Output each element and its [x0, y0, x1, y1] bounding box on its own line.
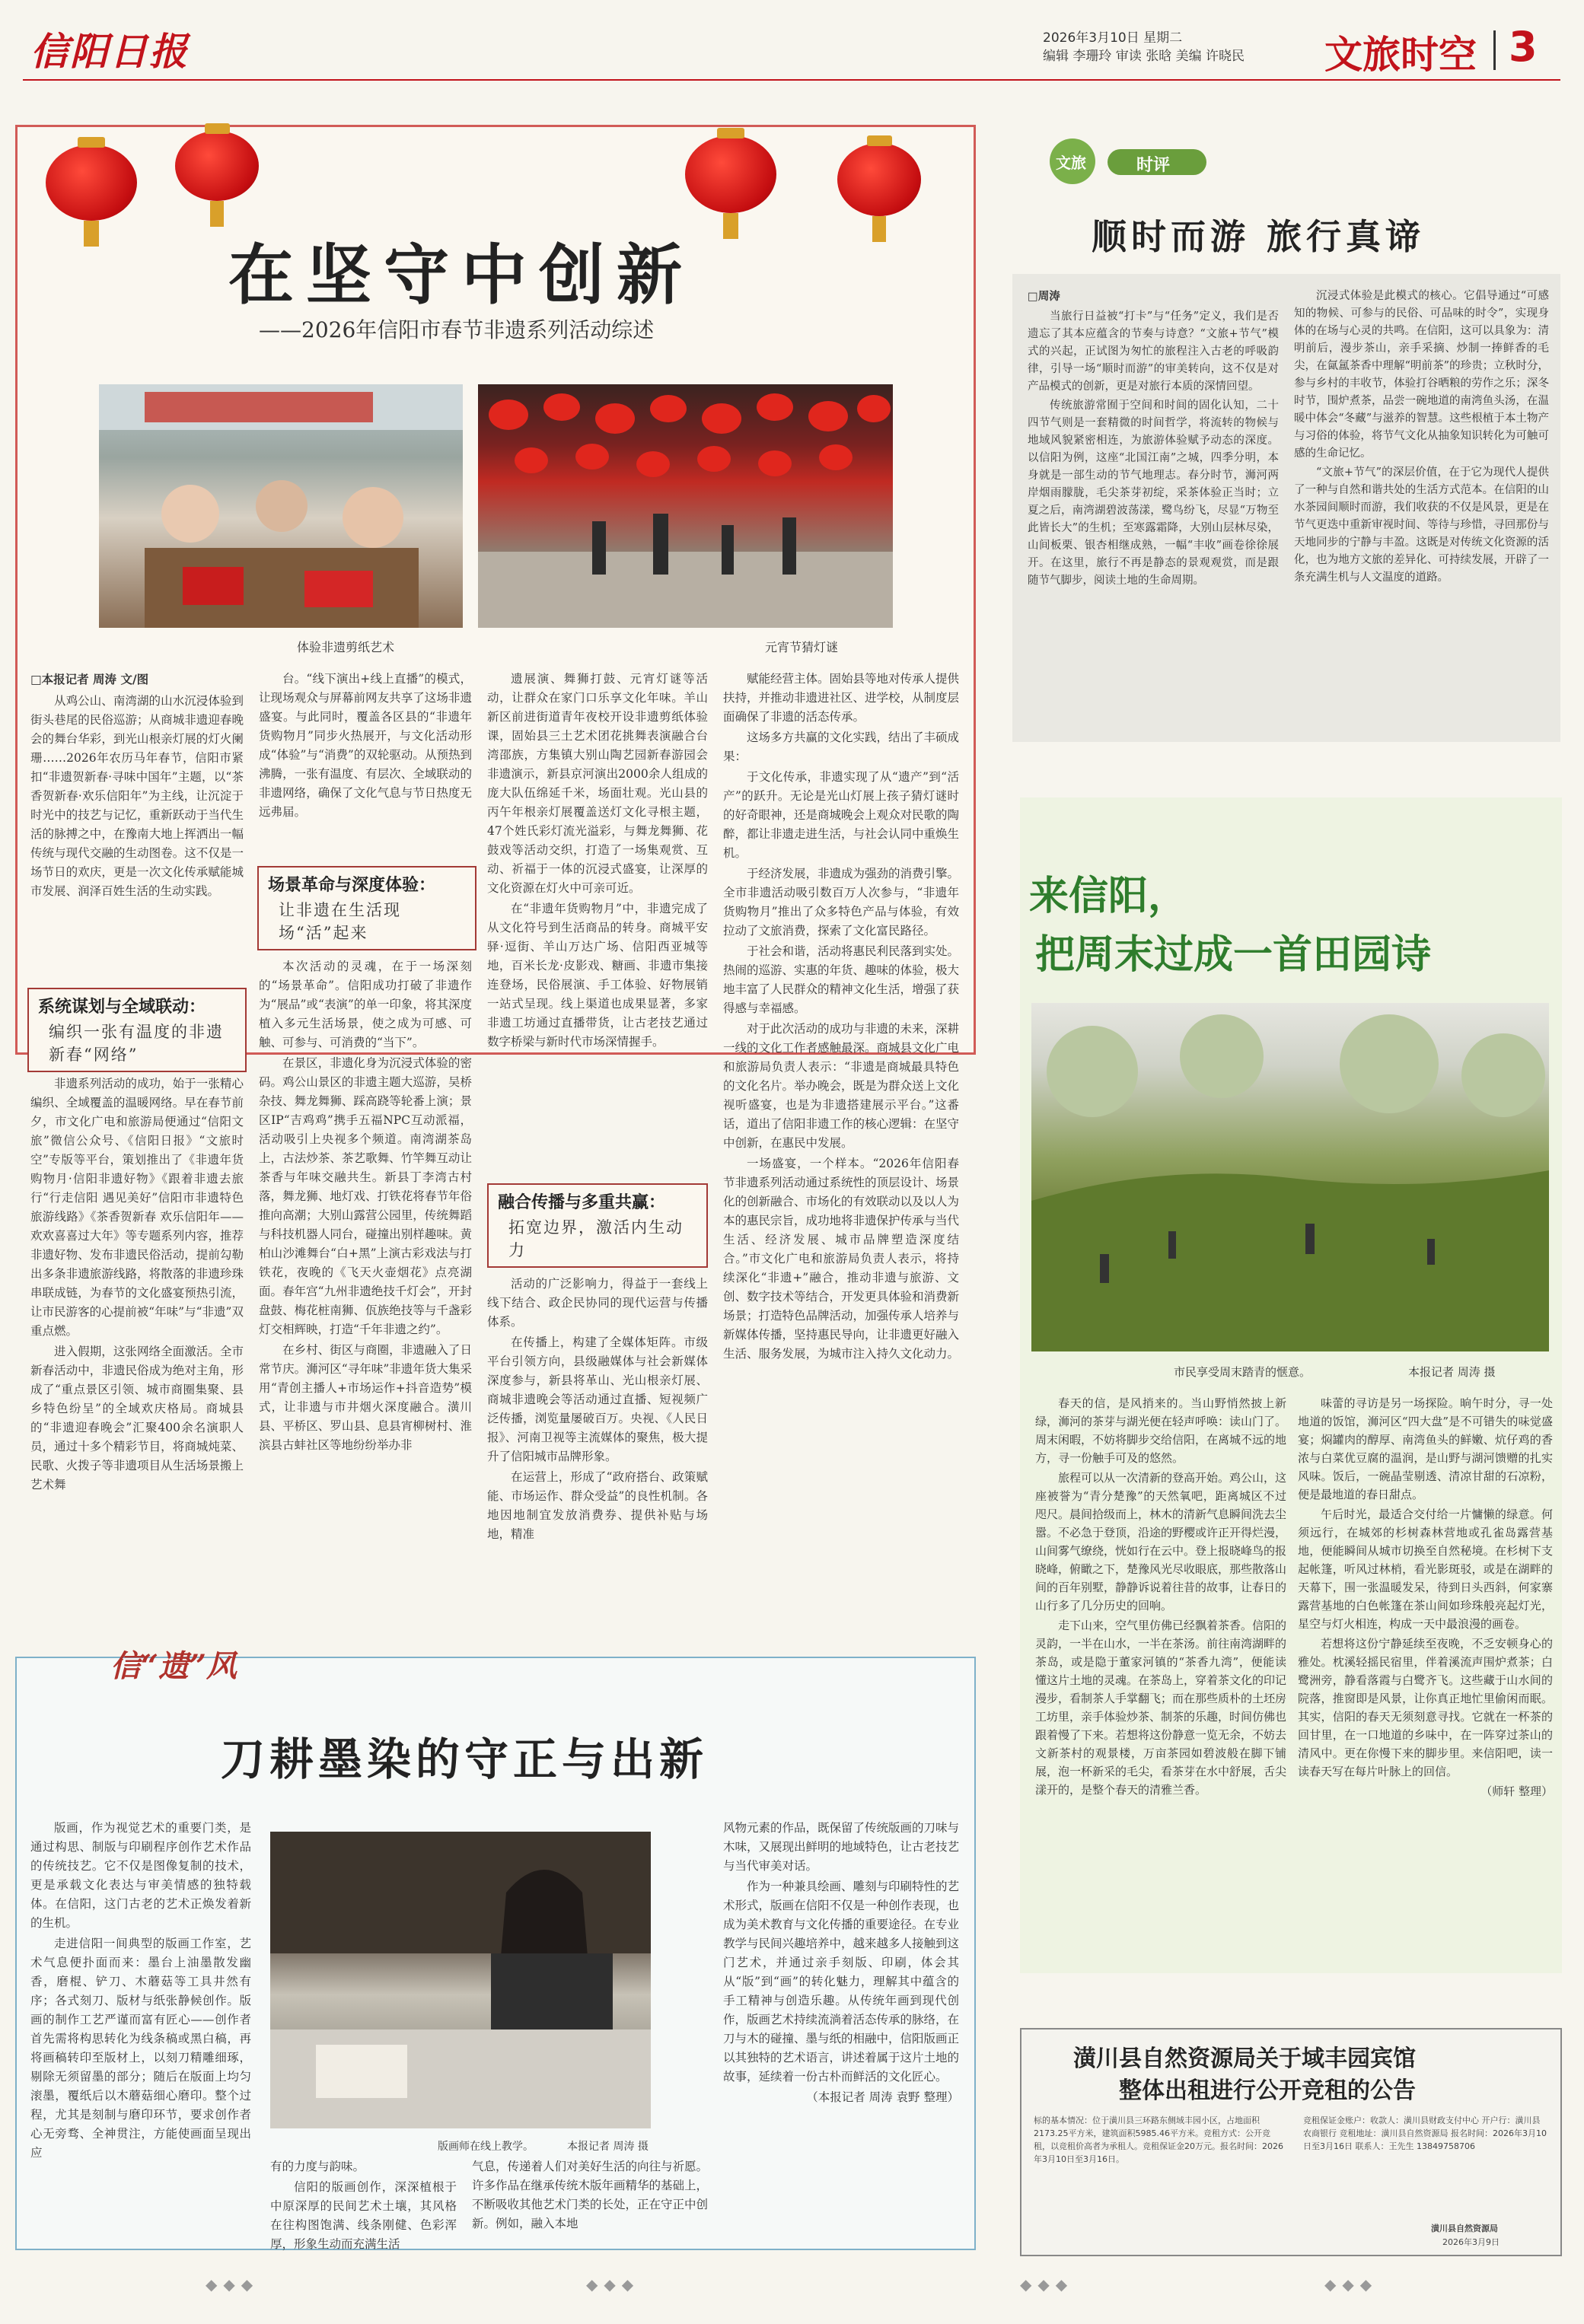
printmaking-studio-illustration	[270, 1832, 651, 2128]
photo1-caption: 体验非遗剪纸艺术	[297, 640, 395, 654]
paragraph: 赋能经营主体。固始县等地对传承人提供扶持，并推动非遗进社区、进学校，从制度层面确保了非遗的活态传承。	[723, 672, 960, 724]
paragraph: 非遗系列活动的成功，始于一张精心编织、全域覆盖的温暖网络。早在春节前夕，市文化广电和旅游局便通过“信阳文旅”微信公众号、《信阳日报》“文旅时空”专版等平台，策划推出了《非遗年货购物月·信阳非遗好物》《跟着非遗去旅行“行走信阳 遇见美好”信阳市非遗特色旅游线路》《茶香贺新春 欢乐信阳年——欢欢喜喜过大年》等专题系列内容，推荐非遗好物、发布非遗民俗活动，提前勾勒出多条非遗旅游线路，将散落的非遗珍珠串联成链，为春节的文化盛宴预热引流，让市民游客的心提前被“年味”与“非遗”双重点燃。	[30, 1077, 244, 1338]
lead-title: 在坚守中创新	[228, 237, 694, 314]
paragraph: 沉浸式体验是此模式的核心。它倡导通过“可感知的物候、可参与的民俗、可品味的时令”，实现身体的在场与心灵的共鸣。在信阳，这可以具象为：清明前后，漫步茶山，亲手采摘、炒制一捧鲜香的毛尖，在氤氲茶香中理解“明前茶”的珍贵；立秋时分，参与乡村的丰收节，体验打谷晒粮的劳作之乐；深冬时节，围炉煮茶，品尝一碗地道的南湾鱼头汤，在温暖中体会“冬藏”与滋养的智慧。这些根植于本土物产与习俗的体验，将节气文化从抽象知识转化为可触可感的生命记忆。	[1294, 290, 1549, 460]
travel-signoff: （师轩 整理）	[1480, 1784, 1553, 1798]
photo-papercut	[99, 384, 463, 628]
paragraph: 在传播上，构建了全媒体矩阵。市级平台引领方向，县级融媒体与社会新媒体深度参与，新县将革山、光山根亲灯展、商城非遗晚会等活动通过直播、短视频广泛传播，浏览量屡破百万。央视、《人民日报》、河南卫视等主流媒体的聚焦，极大提升了信阳城市品牌形象。	[487, 1336, 708, 1463]
masthead-rule	[23, 79, 1560, 81]
travel-photo-credit: 本报记者 周涛 摄	[1408, 1365, 1496, 1379]
subhead-3	[487, 1183, 708, 1268]
lantern-icon	[837, 143, 921, 216]
section-divider	[1493, 30, 1496, 70]
commentary-right-col	[1294, 288, 1549, 588]
paragraph: 走下山来，空气里仿佛已经飘着茶香。信阳的灵韵，一半在山水，一半在茶汤。前往南湾湖畔的茶岛，或是隐于董家河镇的“茶香九湾”，便能读懂这片土地的灵魂。在茶岛上，穿着茶文化的印记漫步，看制茶人手掌翻飞；而在那些质朴的土坯房工坊里，亲手体验炒茶、制茶的乐趣，时间仿佛也跟着慢了下来。若想将这份静意一览无余，不妨去文新茶村的观景楼，万亩茶园如碧波般在脚下铺展，泡一杯新采的毛尖，看茶芽在水中舒展，舌尖漾开的，是整个春天的清雅兰香。	[1035, 1619, 1287, 1797]
footer-ornament: ◆◆◆	[1020, 2275, 1074, 2294]
subhead-3-title: 融合传播与多重共赢：	[498, 1193, 666, 1212]
paragraph: 这场多方共赢的文化实践，结出了丰硕成果：	[723, 731, 960, 763]
paragraph: 在景区，非遗化身为沉浸式体验的密码。鸡公山景区的非遗主题大巡游，吴桥杂技、舞龙舞狮、踩高跷等轮番上演；景区IP“吉鸡鸡”携手五福NPC互动派福，活动吸引上央视多个频道。南湾湖茶岛上，古法炒茶、茶艺歌舞、竹竿舞互动让茶香与年味交融共生。新县丁李湾古村落，舞龙狮、地灯戏、打铁花将春节年俗推向高潮；大别山露营公园里，传统舞蹈与科技机器人同台，碰撞出别样趣味。黄柏山沙滩舞台“白+黑”上演古彩戏法与打铁花，夜晚的《飞天火壶烟花》点亮湖面。春年宫“九州非遗绝技千灯会”，开封盘鼓、梅花桩南狮、佤族绝技等与千盏彩灯交相辉映，打造“千年非遗之约”。	[259, 1056, 472, 1336]
notice-left-text: 标的基本情况：位于潢川县三环路东侧域丰园小区，占地面积2173.25平方米，建筑面积5985.46平方米。竞租方式：公开竞租，以竞租价高者为承租人。竞租保证金20万元。报名时间：2026年3月10日至3月16日。	[1034, 2115, 1283, 2164]
lead-col2b	[259, 957, 472, 1456]
paragraph: 作为一种兼具绘画、雕刻与印刷特性的艺术形式，版画在信阳不仅是一种创作表现，也成为美术教育与文化传播的重要途径。在专业教学与民间兴趣培养中，越来越多人接触到这门艺术，并通过亲手刻版、印刷，体会其从“版”到“画”的转化魅力，理解其中蕴含的手工精神与创造乐趣。从传统年画到现代创作，版画艺术持续流淌着活态传承的脉络，在刀与木的碰撞、墨与纸的相融中，信阳版画正以其独特的艺术语言，讲述着属于这片土地的故事，延续着一份古朴而鲜活的文化匠心。	[723, 1880, 960, 2084]
notice-org: 潢川县自然资源局	[1431, 2224, 1498, 2233]
travel-right-col	[1298, 1394, 1553, 1800]
lantern-icon	[685, 135, 776, 213]
section-title: 文旅时空	[1324, 33, 1477, 77]
heritage-col4	[723, 1819, 959, 2107]
paragraph: 在“非遗年货购物月”中，非遗完成了从文化符号到生活商品的转身。商城平安驿·逗街、羊山万达广场、信阳西亚城等地，百米长龙·皮影戏、糖画、非遗市集接连登场，民俗展演、手工体验、好物展销一站式呈现。线上渠道也成果显著，多家非遗工坊通过直播带货，让古老技艺通过数字桥梁与新时代市场深情握手。	[487, 902, 708, 1049]
photo2-caption: 元宵节猜灯谜	[765, 640, 839, 654]
subhead-1-text: 编织一张有温度的非遗新春“网络”	[49, 1023, 224, 1064]
commentary-logo-tag: 时评	[1136, 156, 1171, 175]
lead-col1	[30, 692, 244, 901]
commentary-left-col	[1028, 288, 1279, 591]
paragraph: 于社会和谐，活动将惠民利民落到实处。热闹的巡游、实惠的年货、趣味的体验，极大地丰富了人民群众的精神文化生活，增强了获得感与幸福感。	[723, 944, 960, 1015]
paragraph: 当旅行日益被“打卡”与“任务”定义，我们是否遗忘了其本应蕴含的节奏与诗意？“文旅+节气”模式的兴起，正试图为匆忙的旅程注入古老的呼吸韵律，引导一场“顺时而游”的审美转向，这不仅是对产品模式的创新，更是对旅行本质的深情回望。	[1028, 310, 1279, 393]
paragraph: 台。“线下演出+线上直播”的模式，让现场观众与屏幕前网友共享了这场非遗盛宴。与此同时，覆盖各区县的“非遗年货购物月”同步火热展开，与文化活动形成“体验”与“消费”的双轮驱动。从预热到沸腾，一张有温度、有层次、全域联动的非遗网络，确保了文化气息与节日热度无远弗届。	[259, 672, 472, 819]
commentary-byline: □周涛	[1028, 290, 1060, 303]
paragraph: 在运营上，形成了“政府搭台、政策赋能、市场运作、群众受益”的良性机制。各地因地制宜发放消费券、提供补贴与场地，精准	[487, 1470, 708, 1541]
paragraph: 午后时光，最适合交付给一片慵懒的绿意。何须远行，在城郊的杉树森林营地或孔雀岛露营基地，便能瞬间从城市切换至自然秘境。在杉树下支起帐篷，听风过林梢，看光影斑驳，或是在湖畔的天幕下，围一张温暖发呆，待到日头西斜，何家寨露营基地的白色帐篷在茶山间如珍珠般亮起灯光，星空与灯火相连，构成一天中最浪漫的画卷。	[1298, 1507, 1553, 1631]
notice-date: 2026年3月9日	[1442, 2237, 1500, 2247]
notice-title-line1: 潢川县自然资源局关于域丰园宾馆	[1073, 2045, 1416, 2072]
lead-col2	[259, 670, 472, 823]
lead-subtitle: ——2026年信阳市春节非遗系列活动综述	[259, 317, 655, 342]
heritage-title: 刀耕墨染的守正与出新	[221, 1733, 709, 1785]
page-info	[1043, 29, 1245, 65]
commentary-logo-main: 文旅	[1056, 154, 1086, 172]
date-line: 2026年3月10日 星期二	[1043, 30, 1183, 46]
photo-lantern-riddles	[478, 384, 893, 628]
lead-byline: □本报记者 周涛 文/图	[30, 672, 149, 686]
paragraph: 版画，作为视觉艺术的重要门类，是通过构思、制版与印刷程序创作艺术作品的传统技艺。它不仅是图像复制的技术，更是承载文化表达与审美情感的独特载体。在信阳，这门古老的艺术正焕发着新的生机。	[30, 1821, 251, 1930]
paragraph: 气息，传递着人们对美好生活的向往与祈愿。许多作品在继承传统木版年画精华的基础上，不断吸收其他艺术门类的长处，正在守正中创新。例如，融入本地	[472, 2160, 709, 2230]
paragraph: 活动的广泛影响力，得益于一套线上线下结合、政企民协同的现代运营与传播体系。	[487, 1277, 708, 1329]
travel-photo-caption: 市民享受周末踏青的惬意。	[1174, 1365, 1312, 1379]
paragraph: 风物元素的作品，既保留了传统版画的刀味与木味，又展现出鲜明的地域特色，让古老技艺与当代审美对话。	[723, 1821, 960, 1873]
paragraph: 走进信阳一间典型的版画工作室，艺术气息便扑面而来：墨台上油墨散发幽香，磨棍、铲刀、木蘑菇等工具井然有序；各式刻刀、版材与纸张静候创作。版画的制作工艺严谨而富有匠心——创作者首先需将构思转化为线条稿或黑白稿，再将画稿转印至版材上，以刻刀精雕细琢，剔除无须留墨的部分；随后在版面上均匀滚墨，覆纸后以木蘑菇细心磨印。整个过程，尤其是刻制与磨印环节，要求创作者心无旁骛、全神贯注，方能使画面呈现出应	[30, 1937, 251, 2160]
subhead-1-title: 系统谋划与全域联动：	[38, 998, 206, 1017]
commentary-logo	[1047, 135, 1214, 187]
paragraph: 本次活动的灵魂，在于一场深刻的“场景革命”。信阳成功打破了非遗作为“展品”或“表演”的单一印象，将其深度植入多元生活场景，使之成为可感、可触、可参与、可消费的“当下”。	[259, 960, 472, 1049]
heritage-photo-caption: 版画师在线上教学。	[438, 2141, 534, 2153]
lantern-icon	[175, 131, 259, 201]
park-scene-illustration	[1031, 1003, 1549, 1351]
heritage-col3	[472, 2157, 708, 2235]
papercut-scene-illustration	[99, 384, 463, 628]
paragraph: 春天的信，是风捎来的。当山野悄然披上新绿，浉河的茶芽与湖光便在轻声呼唤：读山门了。周末闲暇，不妨将脚步交给信阳，在离城不远的地方，寻一份触手可及的悠然。	[1035, 1396, 1287, 1465]
paragraph: 遗展演、舞狮打鼓、元宵灯谜等活动，让群众在家门口乐享文化年味。羊山新区前进街道青年夜校开设非遗剪纸体验课，固始县三土艺术团花挑舞表演融合台湾邵族，方集镇大别山陶艺园新春游园会非遗演示，新县京河演出2000余人组成的庞大队伍绵延千米，场面壮观。光山县的丙午年根亲灯展覆盖送灯文化寻根主题，47个姓氏彩灯流光溢彩，与舞龙舞狮、花鼓戏等活动交织，打造了一场集观赏、互动、祈福于一体的沉浸式盛宴，让深厚的文化资源在灯火中可亲可近。	[487, 672, 708, 895]
heritage-banner: 信“遗”风	[110, 1648, 237, 1684]
lead-col1b	[30, 1074, 244, 1496]
paragraph: 进入假期，这张网络全面激活。全市新春活动中，非遗民俗成为绝对主角，形成了“重点景区引领、城市商圈集聚、县乡特色纷呈”的全域欢庆格局。商城县的“非遗迎春晚会”汇聚400余名演职人员，通过十多个精彩节目，将商城炖菜、民歌、火拨子等非遗项目从生活场景搬上艺术舞	[30, 1345, 244, 1491]
paragraph: 若想将这份宁静延续至夜晚，不乏安顿身心的雅处。枕溪轻摇民宿里，伴着溪流声围炉煮茶；白鹭洲旁，静看落霞与白鹭齐飞。这些藏于山水间的院落，推窗即是风景，让你真正地忙里偷闲而眠。其实，信阳的春天无须刻意寻找。它就在一杯茶的回甘里，在一口地道的乡味中，在一阵穿过茶山的清风中。更在你慢下来的脚步里。来信阳吧，读一读春天写在每片叶脉上的回信。	[1298, 1637, 1553, 1778]
paragraph: 味蕾的寻访是另一场探险。晌午时分，寻一处地道的饭馆，浉河区“四大盘”是不可错失的味觉盛宴；焖罐肉的醇厚、南湾鱼头的鲜嫩、炕仔鸡的香浓与白菜优豆腐的温润，是山野与湖河馈赠的扎实风味。饭后，一碗晶莹剔透、清凉甘甜的石凉粉，便是最地道的春日甜点。	[1298, 1396, 1553, 1501]
subhead-3-text: 拓宽边界，激活内生动力	[508, 1218, 684, 1259]
lantern-hall-illustration	[478, 384, 893, 628]
travel-left-col	[1035, 1394, 1286, 1800]
notice-title-line2: 整体出租进行公开竞租的公告	[1119, 2077, 1416, 2104]
heritage-col1	[30, 1819, 251, 2164]
lead-col4	[723, 670, 959, 1365]
lantern-icon	[46, 145, 137, 221]
subhead-2	[257, 866, 476, 950]
paragraph: 在乡村、街区与商圈，非遗融入了日常节庆。浉河区“寻年味”非遗年货大集采用“青创主播人+市场运作+抖音造势”模式，让非遗与市井烟火深度融合。潢川县、平桥区、罗山县、息县宵柳树村、淮滨县古蚌社区等地纷纷举办非	[259, 1343, 472, 1452]
heritage-photo-credit: 本报记者 周涛 摄	[567, 2141, 649, 2153]
newspaper-logo: 信阳日报	[30, 29, 189, 74]
footer-ornament: ◆◆◆	[586, 2275, 640, 2294]
footer-ornament: ◆◆◆	[1324, 2275, 1378, 2294]
paragraph: 于文化传承，非遗实现了从“遗产”到“活产”的跃升。无论是光山灯展上孩子猜灯谜时的好奇眼神，还是商城晚会上观众对民歌的陶醉，都让非遗走进生活，与社会认同中重焕生机。	[723, 770, 960, 860]
commentary-title: 顺时而游 旅行真谛	[1092, 216, 1426, 257]
lead-col3	[487, 670, 708, 1053]
paragraph: “文旅+节气”的深层价值，在于它为现代人提供了一种与自然和谐共处的生活方式范本。在信阳的山水茶园间顺时而游，我们收获的不仅是风景，更是在节气更迭中重新审视时间、等待与珍惜，寻回那份与天地同步的宁静与丰盈。这既是对传统文化资源的活化，也为地方文旅的差异化、可持续发展，开辟了一条充满生机与人文温度的道路。	[1294, 466, 1549, 584]
travel-title-line1: 来信阳，	[1029, 874, 1188, 919]
page-number: 3	[1509, 23, 1538, 71]
paragraph: 传统旅游常囿于空间和时间的固化认知，二十四节气则是一套精微的时间哲学，将流转的物候与地域风貌紧密相连，为旅游体验赋予动态的深度。以信阳为例，这座“北国江南”之城，四季分明，本身就是一部生动的节气地理志。春分时节，浉河两岸烟雨朦胧，毛尖茶芽初绽，采茶体验正当时；立夏之后，南湾湖碧波荡漾，鹭鸟纷飞，尽显“万物至此皆长大”的生机；至寒露霜降，大别山层林尽染，山间板栗、银杏相继成熟，一幅“丰收”画卷徐徐展开。在这里，旅行不再是静态的景观观赏，而是跟随节气脚步，阅读土地的生命周期。	[1028, 400, 1279, 587]
photo-printmaker	[270, 1832, 651, 2128]
paragraph: 从鸡公山、南湾湖的山水沉浸体验到街头巷尾的民俗巡游；从商城非遗迎春晚会的舞台华彩，到光山根亲灯展的灯火阑珊……2026年农历马年春节，信阳市紧扣“非遗贺新春·寻味中国年”主题，以“茶香贺新春·欢乐信阳年”为主线，让沉淀于时光中的技艺与记忆，重新跃动于当代生活的脉搏之中，在豫南大地上挥洒出一幅传统与现代交融的生动图卷。这不仅是一场节日的欢庆，更是一次文化传承赋能城市发展、润泽百姓生活的生动实践。	[30, 694, 244, 898]
notice-right-text: 竞租保证金账户：收款人：潢川县财政支付中心 开户行：潢川县农商银行 竞租地址：潢川县自然资源局 报名时间：2026年3月10日至3月16日 联系人：王先生 13849758706	[1303, 2115, 1547, 2151]
paragraph: 有的力度与韵味。	[270, 2160, 365, 2173]
paragraph: 旅程可以从一次清新的登高开始。鸡公山，这座被誉为“青分楚豫”的天然氧吧，距离城区不过咫尺。晨间拾级而上，林木的清新气息瞬间洗去尘嚣。不必急于登顶，沿途的野樱或许正开得烂漫，山间雾气缭绕，恍如行在云中。登上报晓峰鸟的报晓峰，俯瞰之下，楚豫风光尽收眼底，那些散落山间的百年别墅，静静诉说着往昔的故事，让春日的山行多了几分历史的回响。	[1035, 1471, 1287, 1612]
paragraph: 一场盛宴，一个样本。“2026年信阳春节非遗系列活动通过系统性的顶层设计、场景化的创新融合、市场化的有效联动以及以人为本的惠民宗旨，成功地将非遗保护传承与当代生活、经济发展、城市品牌塑造深度结合。”市文化广电和旅游局负责人表示，将持续深化“非遗+”融合，推动非遗与旅游、文创、数字技术等结合，开发更具体验和消费新场景；打造特色品牌活动，加强传承人培养与新媒体传播，坚持惠民导向，让非遗更好融入生活、服务发展，为城市注入持久文化动力。	[723, 1157, 960, 1361]
travel-title-line2: 把周末过成一首田园诗	[1035, 932, 1432, 978]
lead-col3b	[487, 1275, 708, 1546]
subhead-2-text: 让非遗在生活现场“活”起来	[279, 901, 401, 942]
paragraph: 对于此次活动的成功与非遗的未来，深耕一线的文化工作者感触最深。商城县文化广电和旅游局负责人表示：“非遗是商城最具特色的文化名片。举办晚会，既是为群众送上文化视听盛宴，也是为非遗搭建展示平台。”这番话，道出了信阳非遗工作的核心逻辑：在坚守中创新，在惠民中发展。	[723, 1022, 960, 1150]
subhead-1	[27, 988, 247, 1072]
heritage-col2	[270, 2157, 457, 2256]
editors-line: 编辑 李珊玲 审读 张晗 美编 许晓民	[1043, 49, 1245, 64]
heritage-signoff: （本报记者 周涛 袁野 整理）	[806, 2090, 959, 2104]
subhead-2-title: 场景革命与深度体验：	[268, 876, 436, 895]
paragraph: 于经济发展，非遗成为强劲的消费引擎。全市非遗活动吸引数百万人次参与，“非遗年货购物月”推出了众多特色产品与体验，有效拉动了文旅消费，探索了文化富民路径。	[723, 867, 960, 938]
footer-ornament: ◆◆◆	[206, 2275, 260, 2294]
paragraph: 信阳的版画创作，深深植根于中原深厚的民间艺术土壤，其风格在往构图饱满、线条刚健、色彩浑厚，形象生动而充满生活	[270, 2180, 457, 2251]
photo-spring-outing	[1031, 1003, 1549, 1351]
